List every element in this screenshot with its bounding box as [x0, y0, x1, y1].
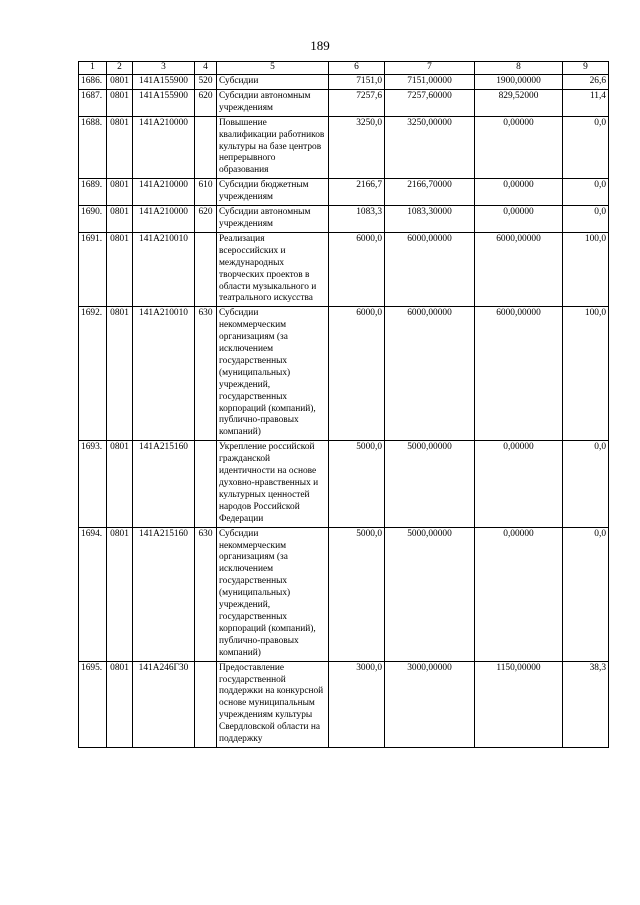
- column-header: 8: [475, 62, 563, 75]
- column-header: 2: [107, 62, 133, 75]
- plan-amount: 6000,0: [329, 307, 385, 441]
- item-name: Предоставление государственной поддержки на конкурсной основе муниципальным учреждениям культуры Свердловской области на поддержку: [217, 661, 329, 747]
- executed-amount: 6000,00000: [475, 232, 563, 306]
- item-name: Субсидии автономным учреждениям: [217, 206, 329, 233]
- row-number: 1692.: [79, 307, 107, 441]
- column-header: 6: [329, 62, 385, 75]
- executed-amount: 1150,00000: [475, 661, 563, 747]
- header-row: [79, 62, 609, 75]
- refined-amount: 2166,70000: [385, 179, 475, 206]
- row-number: 1687.: [79, 89, 107, 116]
- section-code: 0801: [107, 206, 133, 233]
- expense-type-code: 620: [195, 206, 217, 233]
- refined-amount: 3250,00000: [385, 116, 475, 179]
- row-number: 1688.: [79, 116, 107, 179]
- execution-percent: 11,4: [563, 89, 609, 116]
- executed-amount: 0,00000: [475, 527, 563, 661]
- target-code: 141A246Г30: [133, 661, 195, 747]
- execution-percent: 100,0: [563, 232, 609, 306]
- target-code: 141A210000: [133, 179, 195, 206]
- expense-type-code: 610: [195, 179, 217, 206]
- target-code: 141A210010: [133, 232, 195, 306]
- table-row: [79, 661, 609, 747]
- item-name: Повышение квалификации работников культуры на базе центров непрерывного образования: [217, 116, 329, 179]
- refined-amount: 7257,60000: [385, 89, 475, 116]
- execution-percent: 100,0: [563, 307, 609, 441]
- refined-amount: 1083,30000: [385, 206, 475, 233]
- execution-percent: 26,6: [563, 75, 609, 90]
- table-row: [79, 75, 609, 90]
- refined-amount: 6000,00000: [385, 307, 475, 441]
- expense-type-code: 630: [195, 527, 217, 661]
- target-code: 141A155900: [133, 75, 195, 90]
- refined-amount: 5000,00000: [385, 527, 475, 661]
- row-number: 1694.: [79, 527, 107, 661]
- row-number: 1693.: [79, 441, 107, 527]
- plan-amount: 5000,0: [329, 441, 385, 527]
- item-name: Реализация всероссийских и международных творческих проектов в области музыкального и театрального искусства: [217, 232, 329, 306]
- row-number: 1691.: [79, 232, 107, 306]
- section-code: 0801: [107, 179, 133, 206]
- executed-amount: 0,00000: [475, 206, 563, 233]
- target-code: 141A210000: [133, 206, 195, 233]
- row-number: 1690.: [79, 206, 107, 233]
- target-code: 141A215160: [133, 527, 195, 661]
- column-header: 9: [563, 62, 609, 75]
- item-name: Субсидии некоммерческим организациям (за исключением государственных (муниципальных) учреждений, государственных корпораций (компаний), публично-правовых компаний): [217, 307, 329, 441]
- target-code: 141A155900: [133, 89, 195, 116]
- expense-type-code: [195, 116, 217, 179]
- table-row: [79, 232, 609, 306]
- section-code: 0801: [107, 661, 133, 747]
- expense-type-code: [195, 232, 217, 306]
- refined-amount: 3000,00000: [385, 661, 475, 747]
- row-number: 1689.: [79, 179, 107, 206]
- expense-type-code: 630: [195, 307, 217, 441]
- table-row: [79, 116, 609, 179]
- row-number: 1695.: [79, 661, 107, 747]
- table-row: [79, 307, 609, 441]
- section-code: 0801: [107, 232, 133, 306]
- table-row: [79, 527, 609, 661]
- table-row: [79, 89, 609, 116]
- plan-amount: 7257,6: [329, 89, 385, 116]
- executed-amount: 6000,00000: [475, 307, 563, 441]
- target-code: 141A210010: [133, 307, 195, 441]
- item-name: Субсидии: [217, 75, 329, 90]
- plan-amount: 3250,0: [329, 116, 385, 179]
- execution-percent: 0,0: [563, 116, 609, 179]
- page-number: 189: [310, 38, 330, 53]
- execution-percent: 0,0: [563, 206, 609, 233]
- executed-amount: 829,52000: [475, 89, 563, 116]
- executed-amount: 0,00000: [475, 179, 563, 206]
- column-header: 7: [385, 62, 475, 75]
- budget-table: [78, 61, 609, 748]
- item-name: Субсидии бюджетным учреждениям: [217, 179, 329, 206]
- table-row: [79, 206, 609, 233]
- plan-amount: 5000,0: [329, 527, 385, 661]
- column-header: 5: [217, 62, 329, 75]
- refined-amount: 5000,00000: [385, 441, 475, 527]
- item-name: Субсидии автономным учреждениям: [217, 89, 329, 116]
- column-header: 1: [79, 62, 107, 75]
- row-number: 1686.: [79, 75, 107, 90]
- section-code: 0801: [107, 307, 133, 441]
- executed-amount: 0,00000: [475, 116, 563, 179]
- table-row: [79, 179, 609, 206]
- section-code: 0801: [107, 75, 133, 90]
- expense-type-code: 520: [195, 75, 217, 90]
- execution-percent: 0,0: [563, 441, 609, 527]
- column-header: 3: [133, 62, 195, 75]
- target-code: 141A215160: [133, 441, 195, 527]
- target-code: 141A210000: [133, 116, 195, 179]
- section-code: 0801: [107, 89, 133, 116]
- item-name: Субсидии некоммерческим организациям (за исключением государственных (муниципальных) учреждений, государственных корпораций (компаний), публично-правовых компаний): [217, 527, 329, 661]
- section-code: 0801: [107, 441, 133, 527]
- plan-amount: 6000,0: [329, 232, 385, 306]
- item-name: Укрепление российской гражданской идентичности на основе духовно-нравственных и культурных ценностей народов Российской Федерации: [217, 441, 329, 527]
- plan-amount: 2166,7: [329, 179, 385, 206]
- plan-amount: 3000,0: [329, 661, 385, 747]
- expense-type-code: [195, 661, 217, 747]
- expense-type-code: [195, 441, 217, 527]
- refined-amount: 7151,00000: [385, 75, 475, 90]
- refined-amount: 6000,00000: [385, 232, 475, 306]
- execution-percent: 38,3: [563, 661, 609, 747]
- table-row: [79, 441, 609, 527]
- expense-type-code: 620: [195, 89, 217, 116]
- column-header: 4: [195, 62, 217, 75]
- executed-amount: 0,00000: [475, 441, 563, 527]
- plan-amount: 7151,0: [329, 75, 385, 90]
- section-code: 0801: [107, 116, 133, 179]
- execution-percent: 0,0: [563, 179, 609, 206]
- section-code: 0801: [107, 527, 133, 661]
- executed-amount: 1900,00000: [475, 75, 563, 90]
- execution-percent: 0,0: [563, 527, 609, 661]
- plan-amount: 1083,3: [329, 206, 385, 233]
